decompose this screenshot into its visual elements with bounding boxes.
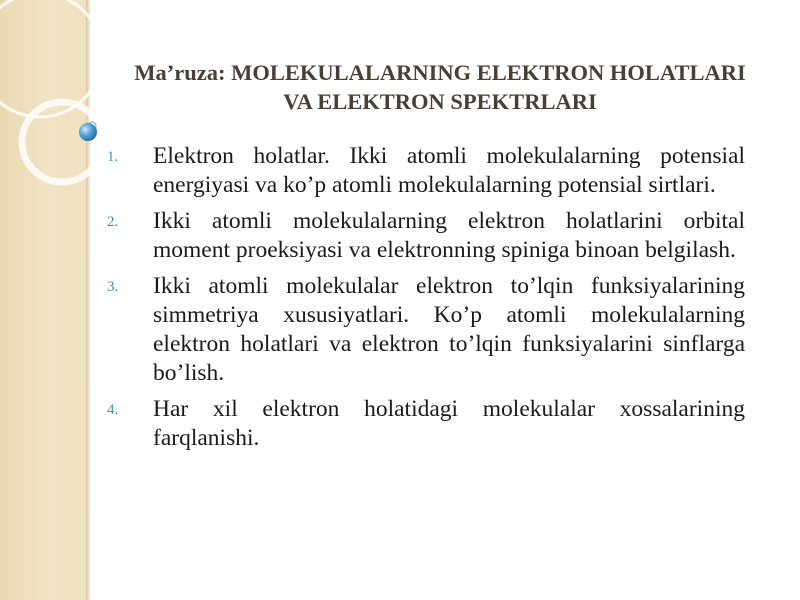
list-item [100, 142, 745, 200]
list-item [100, 207, 745, 265]
large-ring [0, 0, 102, 117]
blue-orb-icon [79, 123, 97, 141]
topic-list [100, 142, 745, 460]
list-item [100, 272, 745, 388]
item-text: Ikki atomli molekulalar elektron to’lqin funksiyalarining simmetriya xususiyatlari. Ko’p atomli molekulalarning elektron holatlari va elektron to’lqin funksiyalarini sinflarga bo’lish. [153, 273, 745, 386]
item-number: 3. [107, 279, 119, 295]
item-text: Elektron holatlar. Ikki atomli molekulalarning potensial energiyasi va ko’p atomli molekulalarning potensial sirtlari. [153, 143, 745, 198]
item-number: 2. [107, 214, 119, 230]
item-number: 4. [107, 402, 119, 418]
item-text: Har xil elektron holatidagi molekulalar xossalarining farqlanishi. [153, 396, 745, 451]
list-item [100, 395, 745, 453]
slide-title: Ma’ruza: MOLEKULALARNING ELEKTRON HOLATLARI VA ELEKTRON SPEKTRLARI [134, 60, 746, 114]
item-number: 1. [107, 149, 119, 165]
item-text: Ikki atomli molekulalarning elektron holatlarini orbital moment proeksiyasi va elektronning spiniga binoan belgilash. [153, 208, 745, 263]
